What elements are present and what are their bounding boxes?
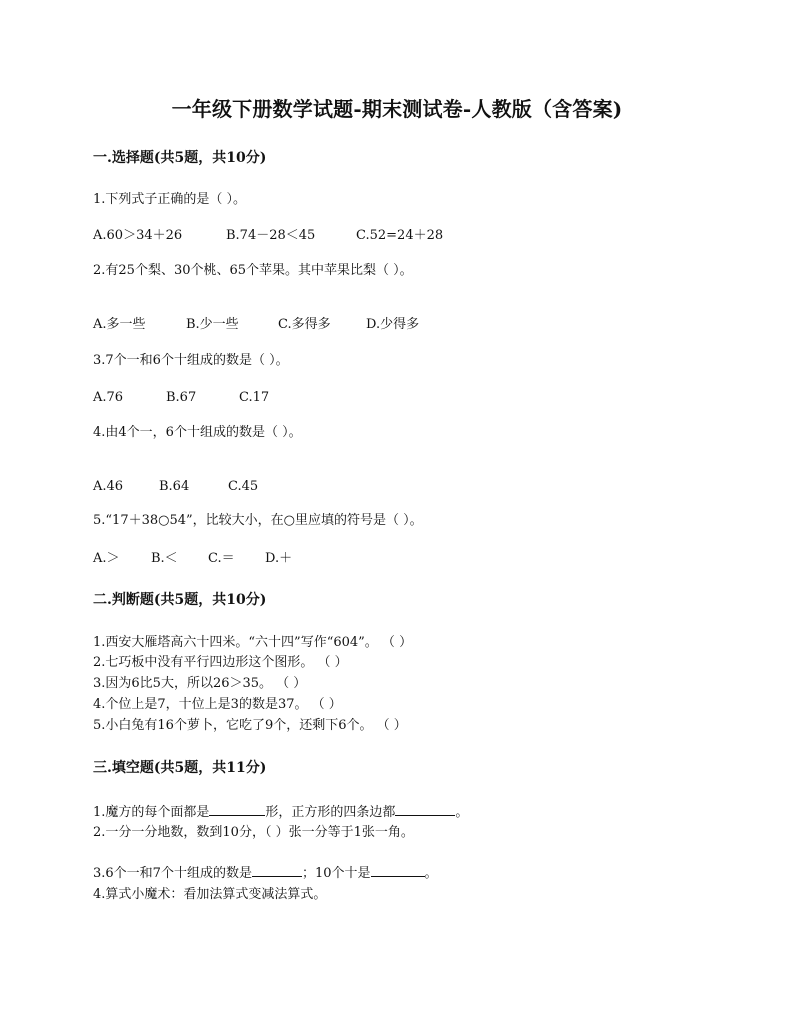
- question-4: 4.由4个一，6个十组成的数是（ ）。: [93, 425, 302, 440]
- option-a: A.46: [93, 479, 124, 494]
- answer-blank[interactable]: [395, 803, 455, 816]
- option-b: B.67: [166, 390, 197, 405]
- answer-blank[interactable]: [371, 864, 425, 877]
- section-heading-judge: 二.判断题(共5题，共10分): [93, 592, 267, 608]
- fill-item-3-part-b: ；10个十是: [301, 866, 371, 881]
- section-heading-fill: 三.填空题(共5题，共11分): [93, 760, 267, 776]
- page-title: 一年级下册数学试题-期末测试卷-人教版（含答案): [171, 97, 623, 121]
- fill-item-3: [93, 864, 438, 882]
- option-c: C.17: [239, 390, 270, 405]
- judge-item-3: 3.因为6比5大，所以26＞35。 （ ）: [93, 676, 307, 691]
- option-d: D.少得多: [366, 317, 420, 332]
- fill-item-1-part-b: 形，正方形的四条边都: [265, 805, 396, 820]
- option-c: C.多得多: [278, 317, 331, 332]
- option-c: C.＝: [208, 551, 235, 566]
- question-4-options: [93, 479, 258, 495]
- option-b: B.少一些: [186, 317, 239, 332]
- question-1-options: [93, 228, 443, 244]
- option-a: A.＞: [93, 551, 120, 566]
- fill-item-1: [93, 803, 468, 821]
- option-b: B.64: [159, 479, 190, 494]
- question-2-text: 2.有25个梨、30个桃、65个苹果。其中苹果比梨（ ）。: [93, 263, 413, 278]
- question-5-options: [93, 551, 292, 567]
- answer-blank[interactable]: [209, 803, 265, 816]
- judge-item-5: 5.小白兔有16个萝卜，它吃了9个，还剩下6个。 （ ）: [93, 718, 407, 733]
- question-1: 1.下列式子正确的是（ ）。: [93, 192, 247, 207]
- question-5: 5.“17＋38○54”，比较大小，在○里应填的符号是（ ）。: [93, 513, 423, 528]
- question-3-options: [93, 390, 269, 406]
- option-b: B.＜: [151, 551, 178, 566]
- judge-item-2: 2.七巧板中没有平行四边形这个图形。 （ ）: [93, 655, 348, 670]
- fill-item-3-part-a: 3.6个一和7个十组成的数是: [93, 866, 252, 881]
- fill-item-2: 2.一分一分地数，数到10分，（ ）张一分等于1张一角。: [93, 825, 414, 840]
- answer-blank[interactable]: [252, 864, 302, 877]
- option-a: A.60＞34＋26: [93, 228, 183, 243]
- option-a: A.多一些: [93, 317, 146, 332]
- fill-item-3-part-c: 。: [424, 866, 438, 881]
- option-c: C.52=24＋28: [356, 228, 444, 243]
- question-2-options: [93, 317, 419, 333]
- option-d: D.＋: [265, 551, 293, 566]
- fill-item-1-part-c: 。: [455, 805, 469, 820]
- fill-item-1-part-a: 1.魔方的每个面都是: [93, 805, 210, 820]
- option-c: C.45: [228, 479, 259, 494]
- fill-item-4: 4.算式小魔术：看加法算式变减法算式。: [93, 887, 327, 902]
- judge-item-4: 4.个位上是7，十位上是3的数是37。 （ ）: [93, 697, 342, 712]
- judge-item-1: 1.西安大雁塔高六十四米。“六十四”写作“604”。 （ ）: [93, 635, 413, 650]
- option-a: A.76: [93, 390, 124, 405]
- question-3: 3.7个一和6个十组成的数是（ ）。: [93, 353, 289, 368]
- option-b: B.74－28＜45: [226, 228, 316, 243]
- section-heading-choice: 一.选择题(共5题，共10分): [93, 150, 267, 166]
